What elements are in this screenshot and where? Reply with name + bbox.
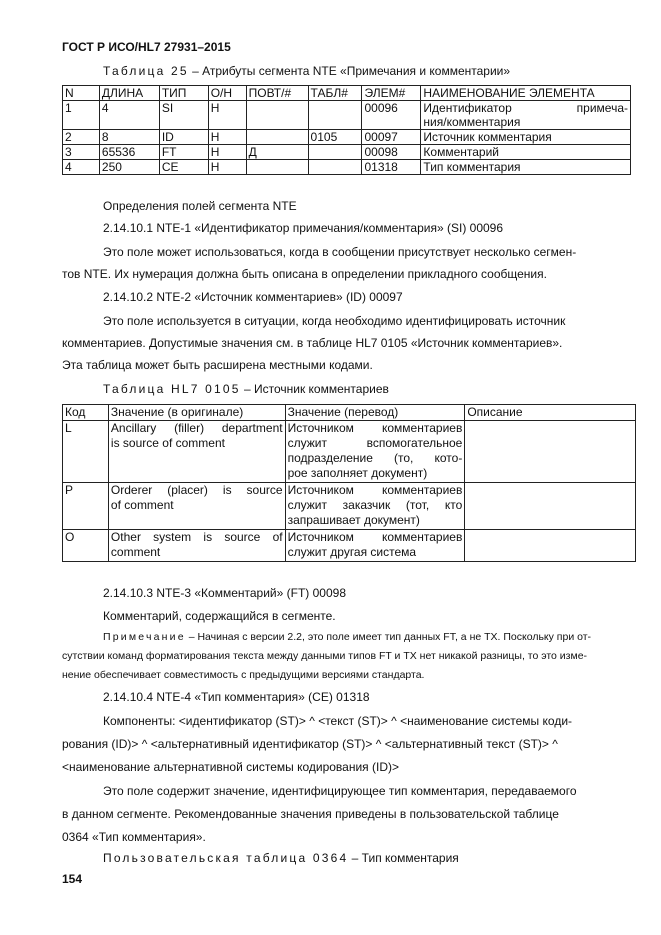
components-line2: рования (ID)> ^ <альтернативный идентификатор (ST)> ^ <альтернативный текст (ST)> ^ <box>62 737 558 751</box>
table-header-row: Код Значение (в оригинале) Значение (перевод) Описание <box>63 405 636 421</box>
table-25 <box>62 85 631 175</box>
table-row: P Orderer (placer) is source of comment Источником комментариев служит заказчик (тот, кто запрашивает документ) <box>63 483 636 530</box>
field-definitions-heading: Определения полей сегмента NTE <box>103 199 297 213</box>
section-heading-nte1: 2.14.10.1 NTE-1 «Идентификатор примечания/комментария» (SI) 00096 <box>103 221 504 235</box>
paragraph-nte4-line1: Это поле содержит значение, идентифицирующее тип комментария, передаваемого <box>103 784 577 798</box>
page-number: 154 <box>62 872 83 886</box>
paragraph-nte4-line3: 0364 «Тип комментария». <box>62 830 206 844</box>
components-line1: Компоненты: <идентификатор (ST)> ^ <текст (ST)> ^ <наименование системы коди- <box>103 714 573 728</box>
paragraph-nte2-line2: комментариев. Допустимые значения см. в таблице HL7 0105 «Источник комментариев». <box>62 336 563 350</box>
note-line1: Примечание – Начиная с версии 2.2, это поле имеет тип данных FT, а не TX. Поскольку при от- <box>103 631 592 643</box>
table-row: 1 4 SI Н 00096 Идентификатор примеча- ния/комментария <box>63 101 631 130</box>
components-line3: <наименование альтернативной системы кодирования (ID)> <box>62 760 400 774</box>
table-25-caption: Таблица 25 – Атрибуты сегмента NTE «Примечания и комментарии» <box>103 64 511 78</box>
table-row: L Ancillary (filler) department is source of comment Источником комментариев служит вспомогательное подразделение (то, кото- рое заполняет документ) <box>63 421 636 483</box>
table-header-row: N ДЛИНА ТИП О/Н ПОВТ/# ТАБЛ# ЭЛЕМ# НАИМЕНОВАНИЕ ЭЛЕМЕНТА <box>63 86 631 101</box>
paragraph-nte3: Комментарий, содержащийся в сегменте. <box>103 609 336 623</box>
table-hl7-0105 <box>62 404 636 562</box>
paragraph-nte1-line2: тов NTE. Их нумерация должна быть описана в определении прикладного сообщения. <box>62 267 547 281</box>
document-header: ГОСТ Р ИСО/HL7 27931–2015 <box>62 40 231 54</box>
paragraph-nte4-line2: в данном сегменте. Рекомендованные значения приведены в пользовательской таблице <box>62 807 559 821</box>
section-heading-nte3: 2.14.10.3 NTE-3 «Комментарий» (FT) 00098 <box>103 586 346 600</box>
table-row: 4 250 CE Н 01318 Тип комментария <box>63 160 631 175</box>
section-heading-nte2: 2.14.10.2 NTE-2 «Источник комментариев» (ID) 00097 <box>103 290 403 304</box>
note-line2: сутствии команд форматирования текста между данными типов FT и TX нет никакой разницы, то это изме- <box>62 650 588 662</box>
paragraph-nte2-line1: Это поле используется в ситуации, когда необходимо идентифицировать источник <box>103 314 566 328</box>
table-0105-caption: Таблица HL7 0105 – Источник комментариев <box>103 382 389 396</box>
table-row: 3 65536 FT Н Д 00098 Комментарий <box>63 145 631 160</box>
paragraph-nte2-line3: Эта таблица может быть расширена местными кодами. <box>62 358 373 372</box>
table-row: 2 8 ID Н 0105 00097 Источник комментария <box>63 130 631 145</box>
note-line3: нение обеспечивает совместимость с предыдущими версиями стандарта. <box>62 669 425 681</box>
paragraph-nte1-line1: Это поле может использоваться, когда в сообщении присутствует несколько сегмен- <box>103 245 577 259</box>
section-heading-nte4: 2.14.10.4 NTE-4 «Тип комментария» (CE) 01318 <box>103 690 370 704</box>
table-0364-caption: Пользовательская таблица 0364 – Тип комментария <box>103 851 459 865</box>
table-row: O Other system is source of comment Источником комментариев служит другая система <box>63 530 636 562</box>
